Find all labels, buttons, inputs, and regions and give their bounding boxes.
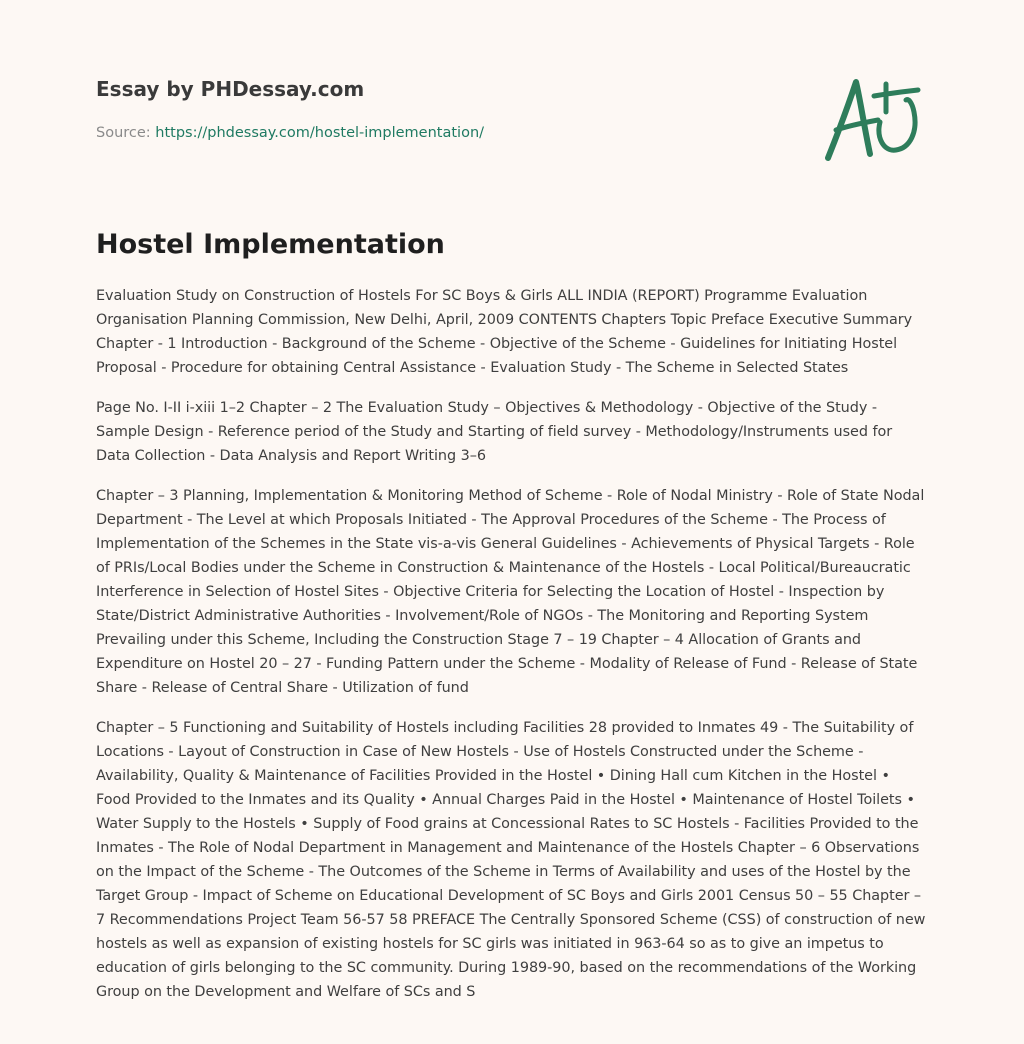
source-link[interactable]: https://phdessay.com/hostel-implementation/ — [155, 125, 485, 141]
document-title: Hostel Implementation — [96, 229, 445, 260]
body-paragraph: Chapter – 3 Planning, Implementation & Monitoring Method of Scheme - Role of Nodal Ministry - Role of State Nodal Department - The Level at which Proposals Initiated - The Approval Procedures of the Scheme - The Process of Implementation of the Schemes in the State vis-a-vis General Guidelines - Achievements of Physical Targets - Role of PRIs/Local Bodies under the Scheme in Construction & Maintenance of the Hostels - Local Political/Bureaucratic Interference in Selection of Hostel Sites - Objective Criteria for Selecting the Location of Hostel - Inspection by State/District Administrative Authorities - Involvement/Role of NGOs - The Monitoring and Reporting System Prevailing under this Scheme, Including the Construction Stage 7 – 19 Chapter – 4 Allocation of Grants and Expenditure on Hostel 20 – 27 - Funding Pattern under the Scheme - Modality of Release of Fund - Release of State Share - Release of Central Share - Utilization of fund — [96, 488, 925, 696]
body-paragraph: Evaluation Study on Construction of Hostels For SC Boys & Girls ALL INDIA (REPORT) Programme Evaluation Organisation Planning Commission, New Delhi, April, 2009 CONTENTS Chapters Topic Preface Executive Summary Chapter - 1 Introduction - Background of the Scheme - Objective of the Scheme - Guidelines for Initiating Hostel Proposal - Procedure for obtaining Central Assistance - Evaluation Study - The Scheme in Selected States — [96, 288, 913, 376]
site-title: Essay by PHDessay.com — [96, 77, 365, 101]
document-body — [96, 284, 928, 1020]
body-paragraph: Chapter – 5 Functioning and Suitability of Hostels including Facilities 28 provided to Inmates 49 - The Suitability of Locations - Layout of Construction in Case of New Hostels - Use of Hostels Constructed under the Scheme - Availability, Quality & Maintenance of Facilities Provided in the Hostel • Dining Hall cum Kitchen in the Hostel • Food Provided to the Inmates and its Quality • Annual Charges Paid in the Hostel • Maintenance of Hostel Toilets • Water Supply to the Hostels • Supply of Food grains at Concessional Rates to SC Hostels - Facilities Provided to the Inmates - The Role of Nodal Department in Management and Maintenance of the Hostels Chapter – 6 Observations on the Impact of the Scheme - The Outcomes of the Scheme in Terms of Availability and uses of the Hostel by the Target Group - Impact of Scheme on Educational Development of SC Boys and Girls 2001 Census 50 – 55 Chapter – 7 Recommendations Project Team 56-57 58 PREFACE The Centrally Sponsored Scheme (CSS) of construction of new hostels as well as expansion of existing hostels for SC girls was initiated in 963-64 so as to give an impetus to education of girls belonging to the SC community. During 1989-90, based on the recommendations of the Working Group on the Development and Welfare of SCs and S — [96, 720, 926, 1000]
source-line — [96, 123, 816, 143]
body-paragraph: Page No. I-II i-xiii 1–2 Chapter – 2 The Evaluation Study – Objectives & Methodology - Objective of the Study - Sample Design - Reference period of the Study and Starting of field survey - Methodology/Instruments used for Data Collection - Data Analysis and Report Writing 3–6 — [96, 400, 893, 464]
source-label: Source: — [96, 125, 156, 141]
a-plus-logo-icon — [822, 68, 926, 164]
page-header — [96, 74, 816, 143]
